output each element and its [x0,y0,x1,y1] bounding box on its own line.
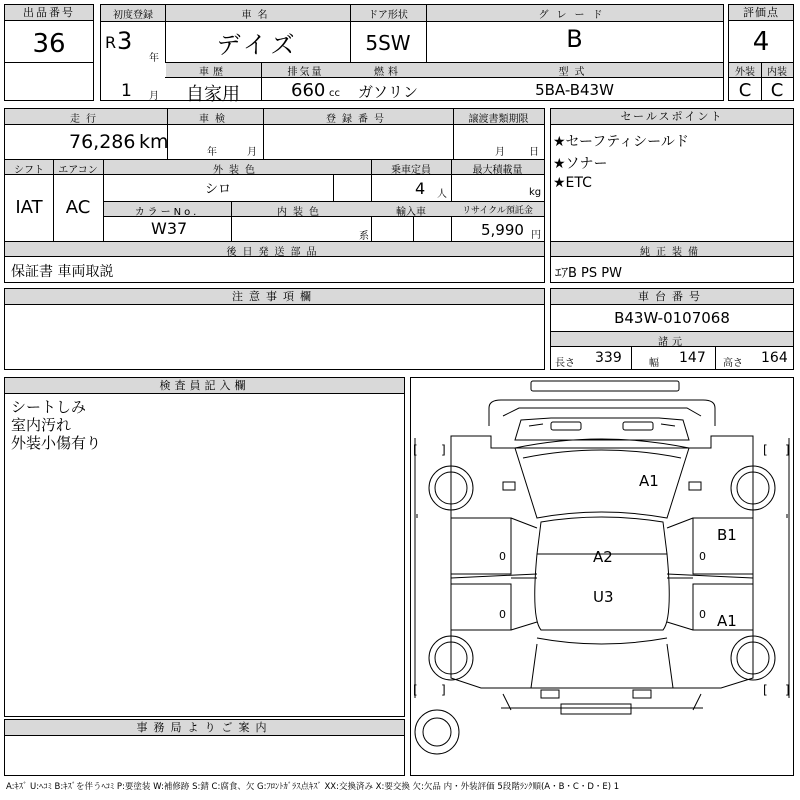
year-num: 3 [117,27,133,55]
displacement-label: 排気量 [287,67,324,78]
interior-label: 内装 [767,67,787,78]
car-name-value: デイズ [216,31,299,59]
equip-value: ｴｱB PS PW [555,266,622,281]
ext-color-value: シロ [204,182,231,197]
max-load-unit: kg [529,187,542,198]
recycle-label: リサイクル預託金 [462,206,533,216]
insp-month-unit: 月 [247,147,257,158]
damage-mark-right-front: B1 [717,526,737,544]
lot-no-value: 36 [32,29,66,59]
ext-color-label: 外装色 [213,165,261,176]
inspection-label: 車検 [199,114,231,125]
dims-label: 諸元 [658,337,686,348]
capacity-unit: 人 [437,189,447,200]
capacity-value: 4 [415,179,426,198]
grade-value: B [566,25,583,53]
exterior-value: C [738,80,752,101]
bracket-rl-close: ] [441,683,446,697]
shift-label: シフト [14,165,44,176]
bracket-fr-open: [ [763,443,768,457]
sales-label: セールスポイント [551,109,793,125]
history-value: 自家用 [186,84,240,105]
insp-year-unit: 年 [207,147,217,158]
vehicle-info-box [100,4,724,105]
grade-label: グレード [538,10,611,21]
ac-label: エアコン [58,165,98,176]
sales-point-3: ★ETC [553,175,592,191]
width-value: 147 [679,350,706,366]
sales-box [550,108,794,283]
top-info-box [4,4,94,101]
month-num: 1 [121,81,132,101]
fuel-label: 燃料 [374,67,402,78]
sales-point-2: ★ソナー [553,156,608,172]
zero-mark-3: 0 [699,550,706,563]
import-label: 輸入車 [396,207,426,218]
office-label: 事務局よりご案内 [5,720,404,736]
chassis-label: 車台番号 [551,289,793,305]
transfer-month-unit: 月 [495,147,505,158]
displacement-value: 660 [291,80,326,101]
fuel-value: ガソリン [357,83,418,101]
mileage-label: 走行 [70,114,102,125]
int-color-label: 内装色 [277,207,325,218]
recycle-value: 5,990 [481,221,524,239]
bracket-fl-close: ] [441,443,446,457]
inspector-label: 検査員記入欄 [5,378,404,394]
damage-mark-roof-rear: U3 [593,588,614,606]
length-value: 339 [595,350,622,366]
model-value: 5BA-B43W [535,81,614,99]
history-label: 車歴 [199,67,227,78]
later-parts-label: 後日発送部品 [226,247,323,258]
zero-mark-1: 0 [499,550,506,563]
damage-mark-hood: A1 [639,472,659,490]
bracket-rr-open: [ [763,683,768,697]
chassis-value: B43W-0107068 [614,309,730,327]
car-name-label: 車名 [241,10,274,21]
transfer-day-unit: 日 [529,147,539,158]
inspector-line-3: 外装小傷有り [11,434,102,452]
width-label: 幅 [649,358,659,369]
capacity-label: 乗車定員 [391,165,431,176]
door-value: 5SW [365,31,411,55]
details-box [4,108,545,283]
displacement-unit: cc [329,88,340,99]
color-no-value: W37 [151,219,188,238]
damage-mark-roof-front: A2 [593,548,613,566]
legend-text: A:ｷｽﾞ U:ﾍｺﾐ B:ｷｽﾞを伴うﾍｺﾐ P:要塗装 W:補修跡 S:錆 C:腐食、欠 G:ﾌﾛﾝﾄｶﾞﾗｽ点ｷｽﾞ XX:交換済み X:要交換 欠:欠品 内・外装評価 5段階ﾗﾝｸ順(A・B・C・D・E) 1 [6,782,620,792]
sales-point-1: ★セーフティシールド [553,134,689,150]
first-reg-label: 初度登録 [113,10,153,21]
car-diagram [411,378,793,775]
car-diagram-box [410,377,794,776]
color-no-label: カラーNo. [134,207,200,218]
damage-mark-right-rear: A1 [717,612,737,630]
exterior-label: 外装 [735,67,755,78]
notes-label: 注意事項欄 [5,289,544,305]
month-unit: 月 [149,91,159,102]
int-color-unit: 系 [359,231,369,242]
reg-no-label: 登録番号 [326,114,390,125]
score-box [728,4,794,101]
lot-no-label: 出品番号 [5,5,93,21]
length-label: 長さ [555,358,575,369]
model-label: 型式 [558,67,591,78]
era: R [105,33,117,52]
interior-value: C [770,80,784,101]
equip-label: 純正装備 [640,247,704,258]
inspector-box [4,377,405,717]
height-label: 高さ [723,358,743,369]
later-parts-value: 保証書 車両取説 [11,264,114,280]
bracket-rl-open: [ [413,683,418,697]
inspector-line-1: シートしみ [11,398,87,416]
max-load-label: 最大積載量 [472,165,523,176]
chassis-box [550,288,794,370]
bracket-rr-close: ] [785,683,790,697]
height-value: 164 [761,350,788,366]
zero-mark-2: 0 [499,608,506,621]
score-label: 評価点 [729,5,793,21]
inspector-line-2: 室内汚れ [11,416,72,434]
bracket-fl-open: [ [413,443,418,457]
shift-value: IAT [15,197,43,218]
mileage-value: 76,286 [69,131,136,153]
recycle-unit: 円 [531,230,541,241]
zero-mark-4: 0 [699,608,706,621]
score-value: 4 [752,27,770,57]
ac-value: AC [65,197,91,218]
door-label: ドア形状 [368,10,408,21]
transfer-label: 譲渡書類期限 [468,114,529,125]
office-box [4,719,405,776]
notes-box [4,288,545,370]
mileage-unit: km [139,131,169,153]
year-unit: 年 [149,53,159,64]
bracket-fr-close: ] [785,443,790,457]
